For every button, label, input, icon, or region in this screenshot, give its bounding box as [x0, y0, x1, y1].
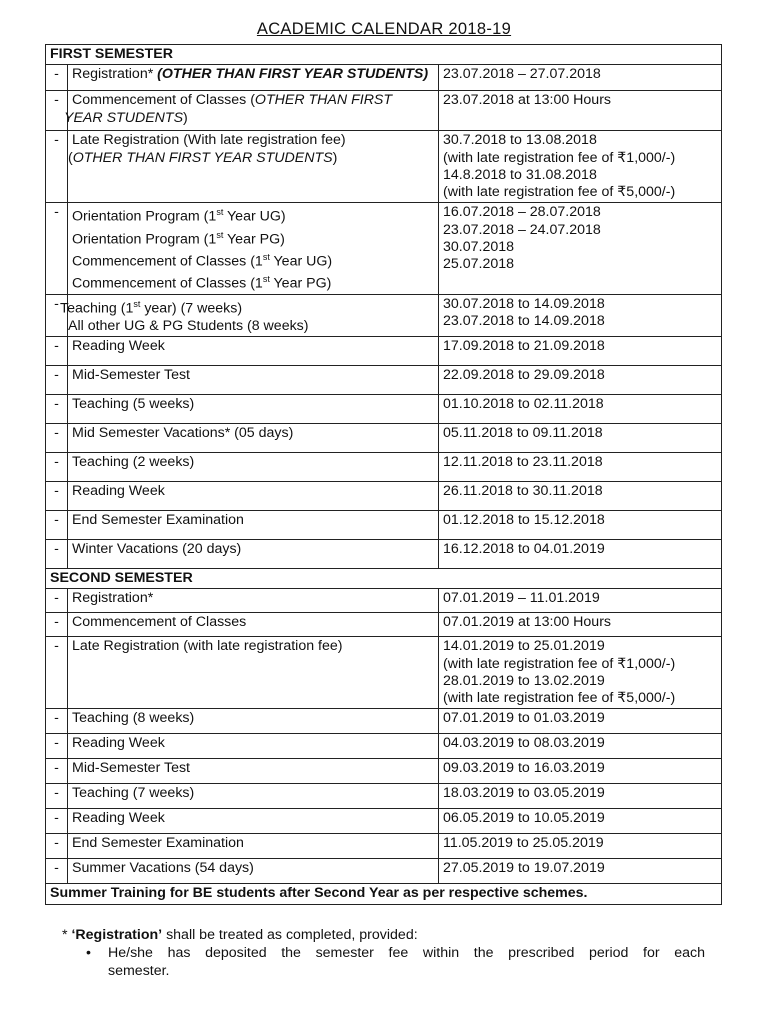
section-header-row: [46, 568, 722, 588]
row-dash: -: [46, 336, 68, 365]
table-row: [46, 510, 722, 539]
second-semester-heading: SECOND SEMESTER: [46, 568, 722, 588]
academic-calendar-table: [45, 44, 722, 905]
table-row: [46, 539, 722, 568]
row-dash: -: [46, 510, 68, 539]
date-cell: 01.10.2018 to 02.11.2018: [439, 394, 722, 423]
row-dash: -: [46, 294, 68, 336]
table-row: [46, 336, 722, 365]
row-dash: -: [46, 759, 68, 784]
date-cell: 22.09.2018 to 29.09.2018: [439, 365, 722, 394]
date-cell: 07.01.2019 – 11.01.2019: [439, 589, 722, 613]
event-cell: End Semester Examination: [68, 834, 439, 859]
table-row: [46, 481, 722, 510]
bullet-icon: •: [86, 945, 91, 961]
first-semester-heading: FIRST SEMESTER: [46, 45, 722, 65]
row-dash: -: [46, 423, 68, 452]
date-cell: 17.09.2018 to 21.09.2018: [439, 336, 722, 365]
table-row: [46, 589, 722, 613]
date-cell: 16.12.2018 to 04.01.2019: [439, 539, 722, 568]
row-dash: -: [46, 709, 68, 734]
table-row: [46, 834, 722, 859]
date-cell: 07.01.2019 at 13:00 Hours: [439, 613, 722, 637]
table-row: [46, 394, 722, 423]
row-dash: -: [46, 637, 68, 709]
table-row: [46, 452, 722, 481]
registration-term: ‘Registration’: [71, 927, 163, 943]
table-row: [46, 131, 722, 203]
summer-training-note: Summer Training for BE students after Second Year as per respective schemes.: [46, 884, 722, 904]
table-row: [46, 784, 722, 809]
date-cell: 26.11.2018 to 30.11.2018: [439, 481, 722, 510]
table-row: [46, 637, 722, 709]
row-dash: -: [46, 65, 68, 91]
date-cell: 07.01.2019 to 01.03.2019: [439, 709, 722, 734]
event-cell: Registration*: [68, 589, 439, 613]
table-row: [46, 734, 722, 759]
row-dash: -: [46, 452, 68, 481]
footnote-line: * ‘Registration’ shall be treated as completed, provided:: [62, 927, 418, 943]
table-row: [46, 859, 722, 884]
date-cell: 09.03.2019 to 16.03.2019: [439, 759, 722, 784]
table-row: [46, 423, 722, 452]
event-cell: Summer Vacations (54 days): [68, 859, 439, 884]
date-cell: 14.01.2019 to 25.01.2019 (with late registration fee of ₹1,000/-) 28.01.2019 to 13.02.2019 (with late registration fee of ₹5,000/-): [439, 637, 722, 709]
section-header-row: [46, 45, 722, 65]
page-title: ACADEMIC CALENDAR 2018-19: [256, 20, 512, 38]
event-cell: Teaching (1st year) (7 weeks) All other UG & PG Students (8 weeks): [68, 294, 439, 336]
row-dash: -: [46, 859, 68, 884]
date-cell: 30.07.2018 to 14.09.2018 23.07.2018 to 14.09.2018: [439, 294, 722, 336]
date-cell: 16.07.2018 – 28.07.2018 23.07.2018 – 24.07.2018 30.07.2018 25.07.2018: [439, 203, 722, 294]
date-cell: 30.7.2018 to 13.08.2018 (with late registration fee of ₹1,000/-) 14.8.2018 to 31.08.2018 (with late registration fee of ₹5,000/-): [439, 131, 722, 203]
event-cell: Reading Week: [68, 481, 439, 510]
row-dash: -: [46, 91, 68, 131]
footnote-bullet-item: • He/she has deposited the semester fee within the prescribed period for each semester.: [86, 945, 705, 979]
event-cell: Reading Week: [68, 734, 439, 759]
date-cell: 11.05.2019 to 25.05.2019: [439, 834, 722, 859]
event-cell: Teaching (2 weeks): [68, 452, 439, 481]
date-cell: 12.11.2018 to 23.11.2018: [439, 452, 722, 481]
event-cell: Late Registration (with late registration fee): [68, 637, 439, 709]
event-cell: Commencement of Classes (OTHER THAN FIRST YEAR STUDENTS): [68, 91, 439, 131]
table-row: [46, 65, 722, 91]
row-dash: -: [46, 784, 68, 809]
row-dash: -: [46, 131, 68, 203]
event-cell: Mid-Semester Test: [68, 759, 439, 784]
table-row: [46, 294, 722, 336]
event-cell: Reading Week: [68, 336, 439, 365]
event-cell: Registration* (OTHER THAN FIRST YEAR STUDENTS): [68, 65, 439, 91]
table-row: [46, 91, 722, 131]
event-cell: End Semester Examination: [68, 510, 439, 539]
table-row: [46, 365, 722, 394]
date-cell: 23.07.2018 – 27.07.2018: [439, 65, 722, 91]
row-dash: -: [46, 734, 68, 759]
event-cell: Mid Semester Vacations* (05 days): [68, 423, 439, 452]
row-dash: -: [46, 481, 68, 510]
date-cell: 04.03.2019 to 08.03.2019: [439, 734, 722, 759]
table-row: [46, 203, 722, 294]
date-cell: 27.05.2019 to 19.07.2019: [439, 859, 722, 884]
event-cell: Mid-Semester Test: [68, 365, 439, 394]
row-dash: -: [46, 589, 68, 613]
event-cell: Late Registration (With late registration fee) (OTHER THAN FIRST YEAR STUDENTS): [68, 131, 439, 203]
event-cell: Winter Vacations (20 days): [68, 539, 439, 568]
registration-footnote: [62, 926, 722, 980]
row-dash: -: [46, 613, 68, 637]
row-dash: -: [46, 394, 68, 423]
date-cell: 18.03.2019 to 03.05.2019: [439, 784, 722, 809]
event-cell: Teaching (8 weeks): [68, 709, 439, 734]
event-cell: Reading Week: [68, 809, 439, 834]
row-dash: -: [46, 539, 68, 568]
date-cell: 23.07.2018 at 13:00 Hours: [439, 91, 722, 131]
row-dash: -: [46, 365, 68, 394]
event-cell: Teaching (5 weeks): [68, 394, 439, 423]
event-cell: Orientation Program (1st Year UG) Orientation Program (1st Year PG) Commencement of Classes (1st Year UG) Commencement of Classes (1st Year PG): [68, 203, 439, 294]
date-cell: 01.12.2018 to 15.12.2018: [439, 510, 722, 539]
row-dash: -: [46, 834, 68, 859]
row-dash: -: [46, 203, 68, 294]
table-row: [46, 709, 722, 734]
event-cell: Commencement of Classes: [68, 613, 439, 637]
row-dash: -: [46, 809, 68, 834]
footer-row: [46, 884, 722, 904]
event-cell: Teaching (7 weeks): [68, 784, 439, 809]
table-row: [46, 759, 722, 784]
table-row: [46, 809, 722, 834]
date-cell: 05.11.2018 to 09.11.2018: [439, 423, 722, 452]
table-row: [46, 613, 722, 637]
date-cell: 06.05.2019 to 10.05.2019: [439, 809, 722, 834]
